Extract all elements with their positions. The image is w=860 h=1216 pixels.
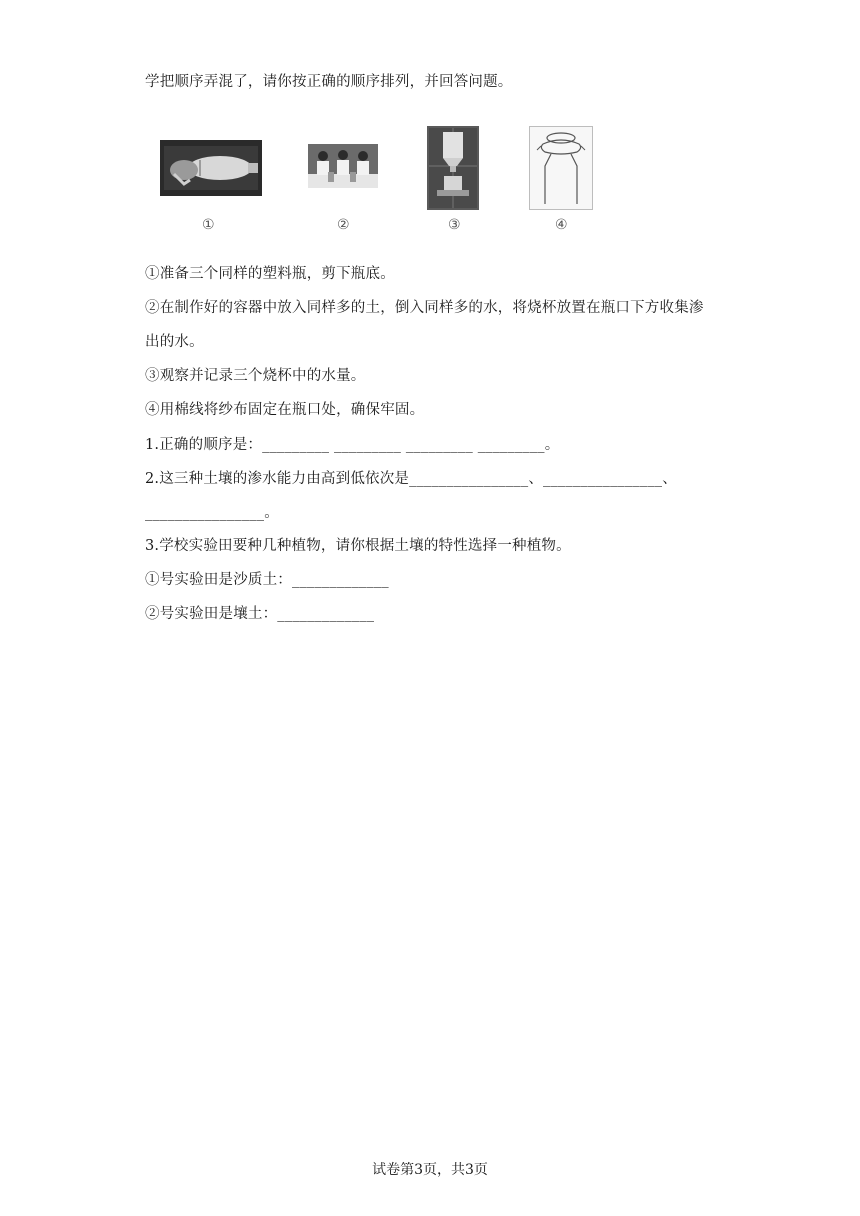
step-2: ②在制作好的容器中放入同样多的土，倒入同样多的水，将烧杯放置在瓶口下方收集渗 xyxy=(145,300,704,316)
figure-row xyxy=(145,124,625,239)
question-2: 2.这三种土壤的渗水能力由高到低依次是________________、________________、 xyxy=(145,471,677,487)
page-footer: 试卷第3页，共3页 xyxy=(372,1162,488,1178)
step-4: ④用棉线将纱布固定在瓶口处，确保牢固。 xyxy=(145,402,425,418)
question-1: 1.正确的顺序是：_________ _________ _________ _________。 xyxy=(145,437,560,453)
step-2-continued: 出的水。 xyxy=(145,334,204,350)
question-3-b: ②号实验田是壤土：_____________ xyxy=(145,606,375,622)
figure-3-label: ③ xyxy=(448,217,461,233)
figure-2-label: ② xyxy=(337,217,350,233)
figure-3 xyxy=(427,126,479,214)
bottle-cutting-photo-icon xyxy=(160,140,262,196)
figure-4-label: ④ xyxy=(555,217,568,233)
question-3: 3.学校实验田要种几种植物，请你根据土壤的特性选择一种植物。 xyxy=(145,538,571,554)
bottle-gauze-tied-drawing-icon xyxy=(529,126,593,210)
step-1: ①准备三个同样的塑料瓶，剪下瓶底。 xyxy=(145,266,395,282)
figure-4 xyxy=(529,126,593,214)
figure-1-label: ① xyxy=(202,217,215,233)
question-3-a: ①号实验田是沙质土：_____________ xyxy=(145,572,389,588)
students-experiment-photo-icon xyxy=(308,144,378,188)
figure-1 xyxy=(160,140,262,200)
figure-2 xyxy=(308,144,378,192)
question-2-continued: ________________。 xyxy=(145,505,279,521)
inverted-bottle-beaker-photo-icon xyxy=(427,126,479,210)
step-3: ③观察并记录三个烧杯中的水量。 xyxy=(145,368,366,384)
intro-text: 学把顺序弄混了，请你按正确的顺序排列，并回答问题。 xyxy=(145,74,513,90)
